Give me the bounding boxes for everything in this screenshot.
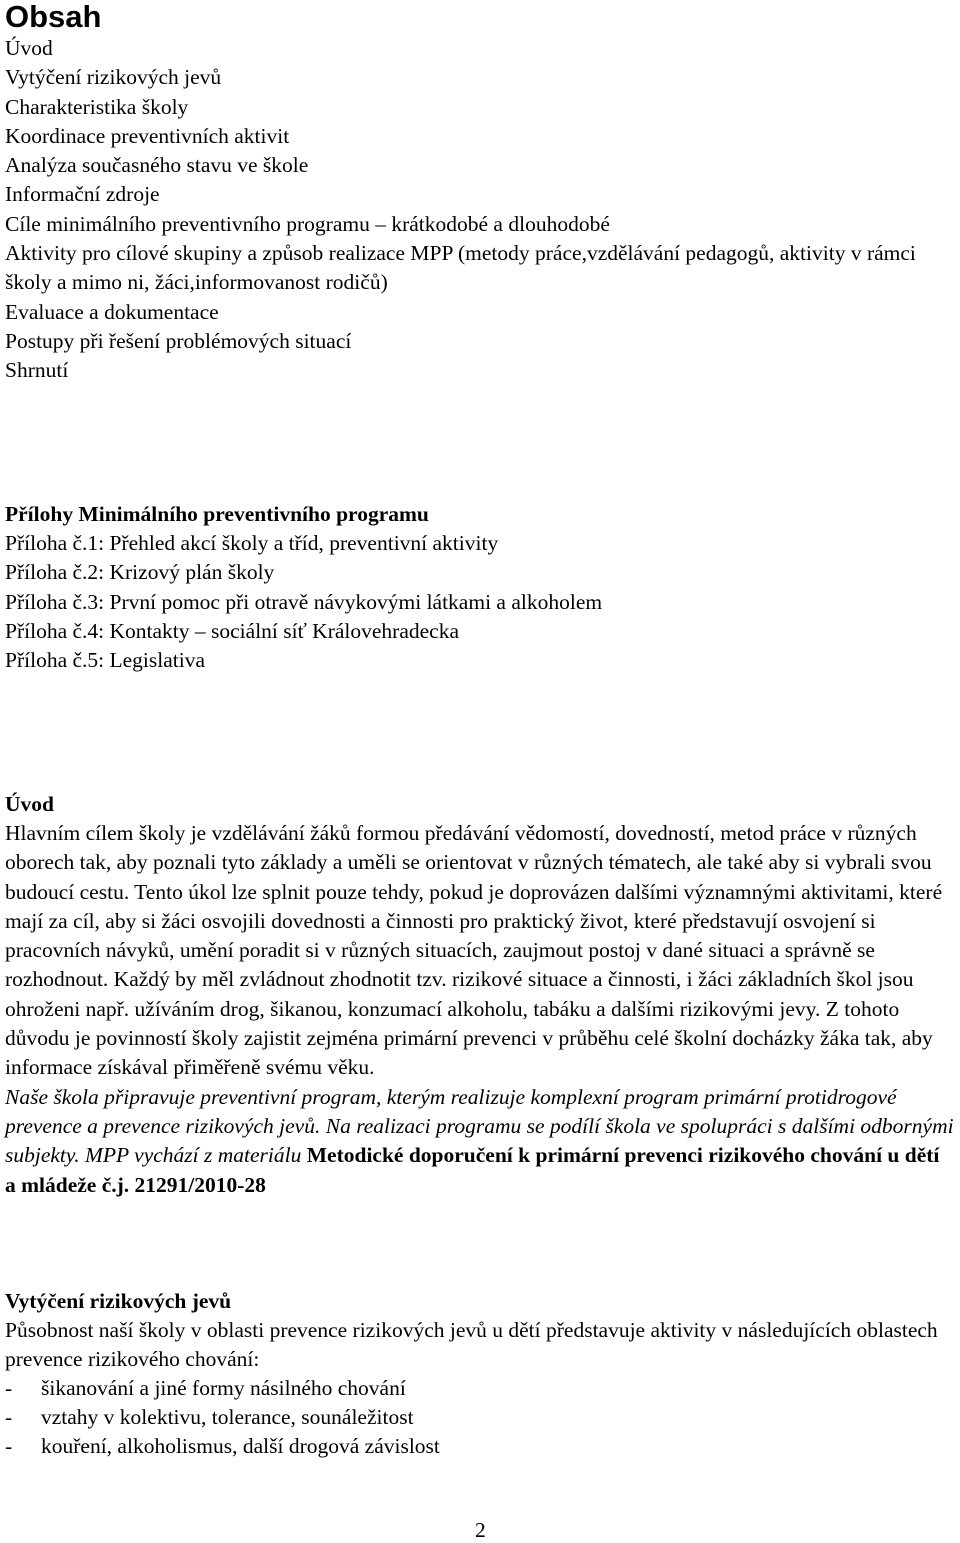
intro-text: Hlavním cílem školy je vzdělávání žáků formou předávání vědomostí, dovedností, metod práce v různých oborech tak, aby poznali tyto základy a uměli se orientovat v různých tématech, ale také aby si vybrali svou budoucí cestu. Tento úkol lze splnit pouze tehdy, pokud je doprovázen dalšími významnými aktivitami, které mají za cíl, aby si žáci osvojili dovednosti a činnosti pro praktický život, které představují osvojení si pracovních návyků, umění poradit si v různých situacích, zaujmout postoj v dané situaci a správně se rozhodnout. Každý by měl zvládnout zhodnotit tzv. rizikové situace a činnosti, i žáci základních škol jsou ohroženi např. užíváním drog, šikanou, konzumací alkoholu, tabáku a dalšími rizikovými jevy. Z tohoto důvodu je povinností školy zajistit zejména primární prevenci v průběhu celé školní docházky žáka tak, aby informace získával přiměřeně svému věku. [5,821,943,1080]
toc-item: Shrnutí [5,358,69,383]
risk-list-text: šikanování a jiné formy násilného chování [41,1376,406,1400]
toc-item: Koordinace preventivních aktivit [5,123,290,148]
dash-bullet: - [5,1376,13,1400]
annex-item: Příloha č.4: Kontakty – sociální síť Královehradecka [5,618,459,643]
annex-list [5,529,602,675]
intro-heading: Úvod [5,792,54,816]
intro-italic-text: Naše škola připravuje preventivní program, kterým realizuje komplexní program primární protidrogové prevence a prevence rizikových jevů. Na realizaci programu se podílí škola ve spolupráci s dalšími odbornými subjekty. MPP vychází z materiálu [5,1084,954,1168]
table-of-contents [5,34,955,386]
annex-item: Příloha č.2: Krizový plán školy [5,560,275,585]
toc-item: Úvod [5,36,53,60]
annex-heading: Přílohy Minimálního preventivního programu [5,502,429,526]
toc-item: Postupy při řešení problémových situací [5,328,352,353]
risk-list [5,1374,440,1461]
annex-item: Příloha č.3: První pomoc při otravě návykovými látkami a alkoholem [5,589,603,614]
page-title: Obsah [5,0,102,34]
annex-item: Příloha č.5: Legislativa [5,648,206,673]
intro-bold-reference: Metodické doporučení k primární prevenci rizikového chování u dětí a mládeže č.j. 21291/2010-28 [5,1143,940,1197]
risk-list-item [5,1403,440,1432]
toc-item: Vytýčení rizikových jevů [5,65,222,90]
risk-heading: Vytýčení rizikových jevů [5,1289,232,1313]
risk-paragraph: Působnost naší školy v oblasti prevence rizikových jevů u dětí představuje aktivity v následujících oblastech prevence rizikového chování: [5,1318,938,1371]
toc-item: Cíle minimálního preventivního programu – krátkodobé a dlouhodobé [5,211,610,236]
toc-item: Analýza současného stavu ve škole [5,153,309,178]
dash-bullet: - [5,1434,13,1458]
toc-item: Aktivity pro cílové skupiny a způsob realizace MPP (metody práce,vzdělávání pedagogů, aktivity v rámci školy a mimo ni, žáci,informovanost rodičů) [5,241,916,295]
toc-item: Evaluace a dokumentace [5,299,219,324]
annex-item: Příloha č.1: Přehled akcí školy a tříd, preventivní aktivity [5,531,499,555]
risk-list-text: vztahy v kolektivu, tolerance, sounáležitost [41,1405,414,1429]
risk-list-item [5,1374,440,1403]
toc-item: Informační zdroje [5,182,160,207]
intro-paragraph [5,819,955,1200]
toc-item: Charakteristika školy [5,94,189,119]
dash-bullet: - [5,1405,13,1429]
page-number: 2 [475,1518,486,1542]
risk-list-text: kouření, alkoholismus, další drogová závislost [41,1434,440,1458]
risk-list-item [5,1432,440,1461]
